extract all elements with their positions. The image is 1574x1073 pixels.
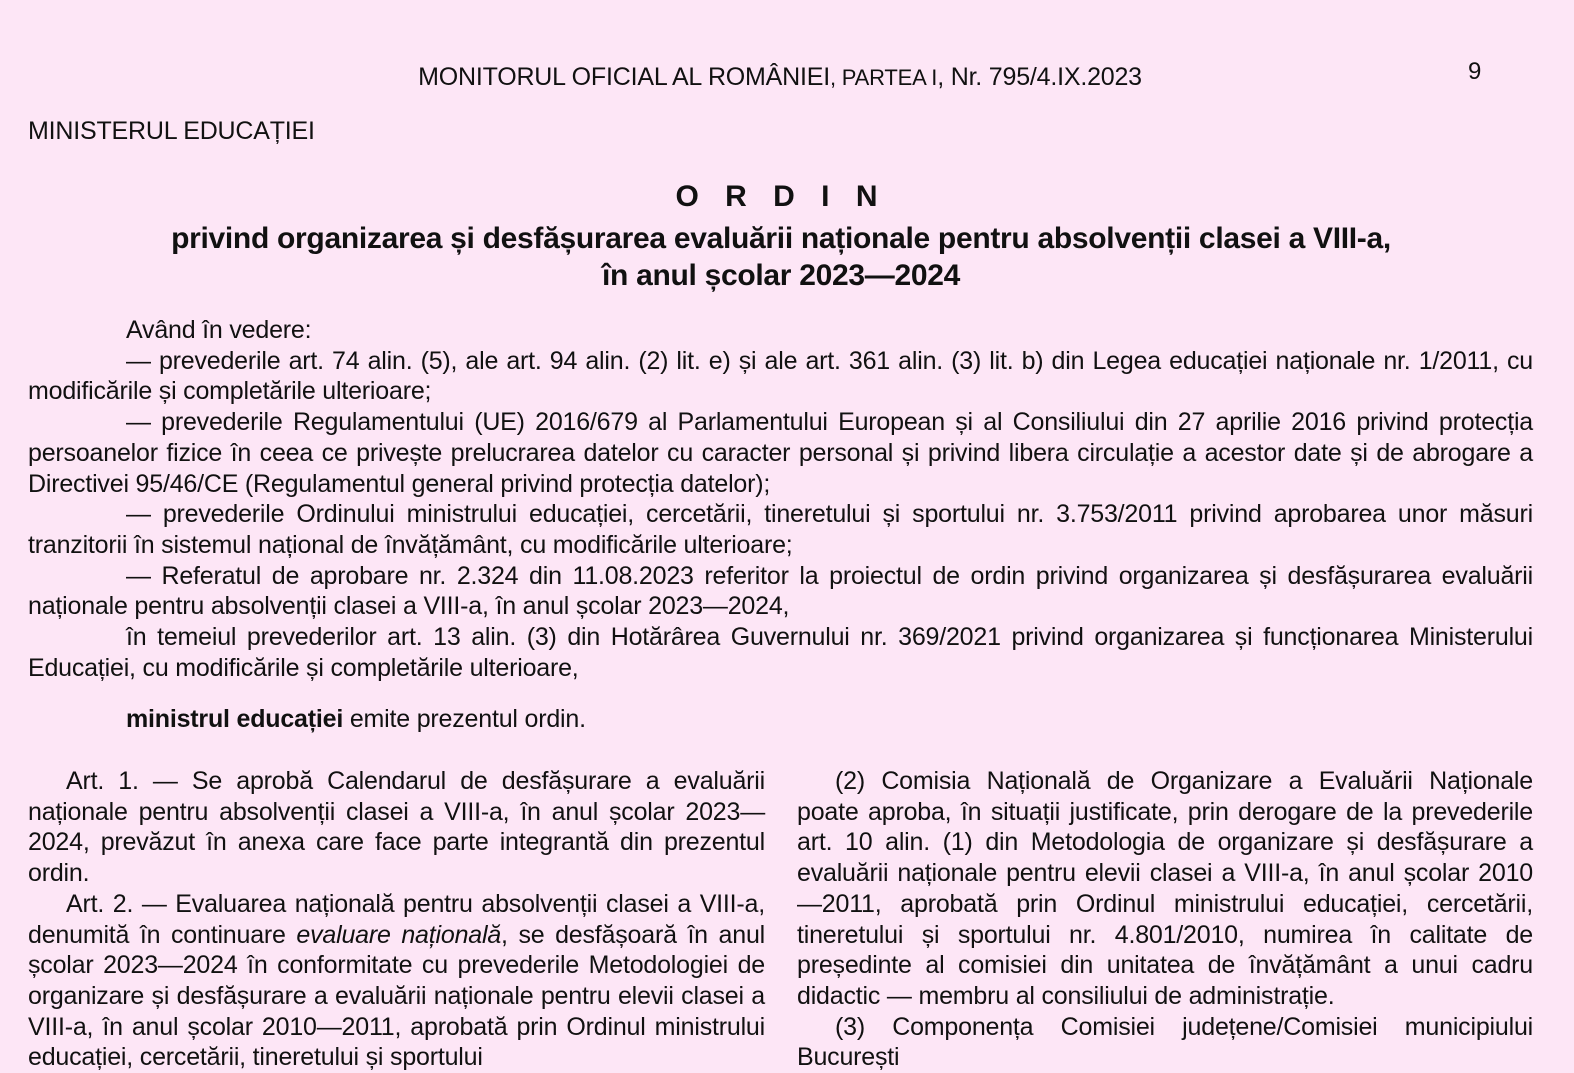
preamble-item: — Referatul de aprobare nr. 2.324 din 11.08.2023 referitor la proiectul de ordin privind organizarea și desfășurarea evaluării naționale pentru absolvenții clasei a VIII-a, în anul școlar 2023—2024, bbox=[28, 561, 1533, 621]
right-column bbox=[797, 766, 1533, 1073]
enactment-text: emite prezentul ordin. bbox=[343, 705, 586, 733]
preamble-item: — prevederile Ordinului ministrului educației, cercetării, tineretului și sportului nr. 3.753/2011 privind aprobarea unor măsuri tranzitorii în sistemul național de învățământ, cu modificările ulterioare; bbox=[28, 500, 1533, 559]
article-2 bbox=[28, 889, 765, 1073]
defined-term: evaluare națională bbox=[296, 920, 502, 949]
preamble-legal-basis: în temeiul prevederilor art. 13 alin. (3) din Hotărârea Guvernului nr. 369/2021 privind organizarea și funcționarea Ministerului Educației, cu modificările și completările ulterioare, bbox=[28, 623, 1533, 682]
article-1: Art. 1. — Se aprobă Calendarul de desfășurare a evaluării naționale pentru absolvenții clasei a VIII-a, în anul școlar 2023—2024, prevăzut în anexa care face parte integrantă din prezentul ordin. bbox=[28, 767, 765, 888]
document-title: O R D I N bbox=[675, 180, 887, 213]
preamble-item: — prevederile art. 74 alin. (5), ale art. 94 alin. (2) lit. e) și ale art. 361 alin. (3) lit. b) din Legea educației naționale nr. 1/2011, cu modificările și completările ulterioare; bbox=[28, 346, 1533, 406]
article-2-text-continued: , se desfășoară în anul școlar 2023—2024 în conformitate cu prevederile Metodologiei de organizare și desfășurare a evaluării naționale pentru elevii clasei a VIII-a, în anul școlar 2010—2011, aprobată prin Ordinul ministrului educației, cercetării, tineretului și sportului bbox=[28, 920, 766, 1072]
issuer-name: MINISTERUL EDUCAȚIEI bbox=[28, 117, 315, 145]
preamble bbox=[28, 315, 1533, 683]
preamble-intro: Având în vedere: bbox=[126, 316, 312, 344]
article-2-text: Art. 2. — Evaluarea națională pentru absolvenții clasei a VIII-a, denumită în continuare bbox=[28, 889, 765, 949]
page-number: 9 bbox=[1468, 58, 1482, 85]
document-subtitle bbox=[0, 220, 1562, 294]
enactment-clause bbox=[126, 705, 586, 734]
left-column bbox=[28, 766, 765, 1073]
publication-name: MONITORUL OFICIAL AL ROMÂNIEI bbox=[418, 63, 830, 91]
subtitle-line-2: în anul școlar 2023—2024 bbox=[601, 259, 960, 292]
subtitle-line-1: privind organizarea și desfășurarea evaluării naționale pentru absolvenții clasei a VIII-a, bbox=[171, 222, 1391, 255]
preamble-item: — prevederile Regulamentului (UE) 2016/679 al Parlamentului European și al Consiliului din 27 aprilie 2016 privind protecția persoanelor fizice în ceea ce privește prelucrarea datelor cu caracter personal și privind libera circulație a acestor date și de abrogare a Directivei 95/46/CE (Regulamentul general privind protecția datelor); bbox=[28, 408, 1533, 498]
article-2-paragraph-2: (2) Comisia Națională de Organizare a Evaluării Naționale poate aproba, în situații justificate, prin derogare de la prevederile art. 10 alin. (1) din Metodologia de organizare și desfășurare a evaluării naționale pentru elevii clasei a VIII-a, în anul școlar 2010—2011, aprobată prin Ordinul ministrului educației, cercetării, tineretului și sportului nr. 4.801/2010, numirea în calitate de președinte al comisiei din unitatea de învățământ a unui cadru didactic — membru al consiliului de administrație. bbox=[797, 767, 1533, 1010]
publication-part: , PARTEA I bbox=[829, 65, 938, 90]
article-2-paragraph-3: (3) Componența Comisiei județene/Comisiei municipiului București bbox=[797, 1012, 1533, 1072]
running-header bbox=[0, 62, 1560, 93]
enacting-authority: ministrul educației bbox=[126, 705, 344, 733]
issue-number: , Nr. 795/4.IX.2023 bbox=[937, 63, 1142, 91]
